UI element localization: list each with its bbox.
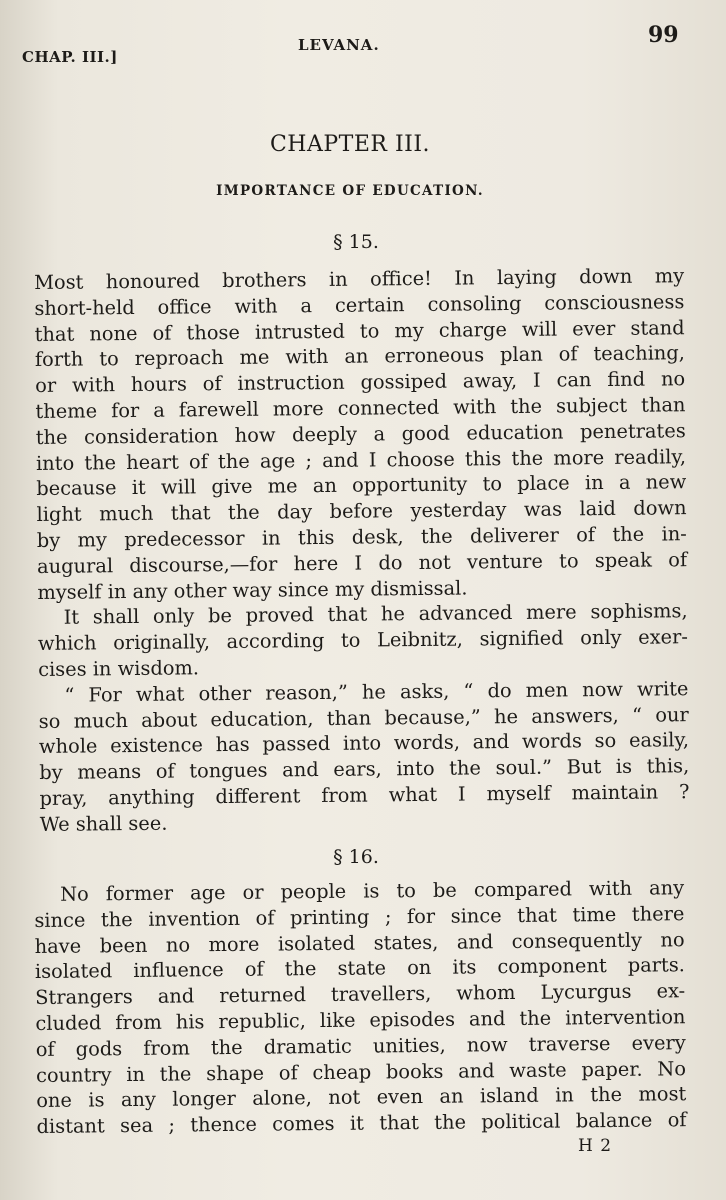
text-line: the consideration how deeply a good education penetrates: [35, 418, 686, 449]
chapter-subtitle: IMPORTANCE OF EDUCATION.: [216, 183, 484, 199]
section-16-text: [34, 875, 687, 1140]
text-line: No former age or people is to be compared with any: [60, 876, 685, 906]
text-line: so much about education, than because,” he answers, “ our: [38, 702, 689, 733]
text-line: cluded from his republic, like episodes and the intervention: [35, 1005, 686, 1035]
text-line: forth to reproach me with an erroneous plan of teaching,: [34, 341, 686, 372]
text-line: “ For what other reason,” he asks, “ do men now write: [64, 676, 689, 707]
text-line: of gods from the dramatic unities, now traverse every: [35, 1030, 686, 1061]
text-line: We shall see.: [39, 811, 168, 836]
text-line: whole existence has passed into words, and words so easily,: [38, 728, 690, 759]
text-line: myself in any other way since my dismissal.: [37, 576, 468, 604]
text-line: by my predecessor in this desk, the deliverer of the in-: [36, 522, 687, 552]
text-line: short-held office with a certain consoling consciousness: [34, 289, 685, 320]
text-line: since the invention of printing ; for since that time there: [34, 901, 685, 932]
text-line: have been no more isolated states, and consequently no: [34, 927, 685, 958]
section-15-text: [34, 263, 690, 837]
text-line: that none of those intrusted to my charge will ever stand: [34, 315, 685, 346]
running-head-chapter: CHAP. III.]: [22, 48, 118, 66]
text-line: distant sea ; thence comes it that the political balance of: [36, 1108, 687, 1139]
text-line: country in the shape of cheap books and waste paper. No: [35, 1056, 687, 1087]
text-line: Most honoured brothers in office! In laying down my: [34, 264, 685, 294]
text-line: Strangers and returned travellers, whom Lycurgus ex-: [35, 979, 686, 1010]
text-line: one is any longer alone, not even an island in the most: [36, 1082, 687, 1113]
text-line: augural discourse,—for here I do not venture to speak of: [36, 547, 688, 578]
running-head-title: LEVANA.: [298, 36, 380, 54]
text-line: theme for a farewell more connected with the subject than: [35, 393, 686, 423]
text-line: by means of tongues and ears, into the soul.” But is this,: [39, 754, 690, 785]
text-line: or with hours of instruction gossiped away, I can find no: [35, 367, 686, 398]
page-number: 99: [648, 22, 679, 48]
printer-signature-mark: H 2: [578, 1136, 613, 1156]
chapter-title: CHAPTER III.: [269, 132, 431, 157]
text-line: It shall only be proved that he advanced mere sophisms,: [63, 599, 688, 630]
section-mark-16: § 16.: [333, 846, 379, 868]
text-line: cises in wisdom.: [38, 656, 200, 681]
text-line: isolated influence of the state on its component parts.: [34, 953, 686, 984]
text-line: light much that the day before yesterday was laid down: [36, 496, 687, 527]
text-line: because it will give me an opportunity to place in a new: [36, 470, 687, 501]
text-line: pray, anything different from what I myself maintain ?: [39, 780, 690, 810]
text-line: which originally, according to Leibnitz, signified only exer-: [37, 625, 688, 656]
section-mark-15: § 15.: [333, 231, 379, 253]
text-line: into the heart of the age ; and I choose this the more readily,: [35, 444, 687, 475]
